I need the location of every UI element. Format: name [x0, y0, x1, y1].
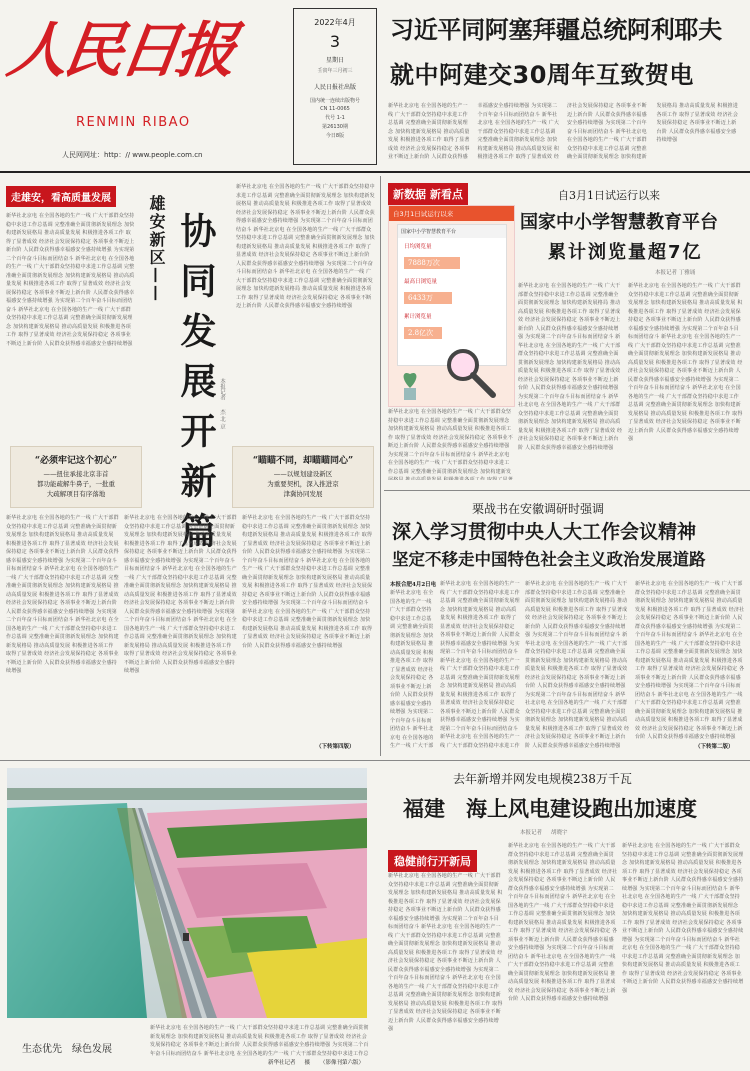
item2-label: 最高日浏览量 [404, 279, 438, 285]
xiongan-section-tag: 走雄安，看高质量发展 [6, 186, 116, 207]
lead-headline-line2[interactable]: 就中阿建交30周年互致贺电 [390, 61, 694, 89]
infographic-item-1 [398, 238, 506, 273]
date-issn: CN 11-0065 [320, 106, 350, 112]
date-code: 代号 1-1 [325, 115, 345, 121]
masthead-divider [0, 171, 750, 173]
date-pages: 今日8版 [325, 133, 345, 139]
magnifier-icon [439, 341, 499, 401]
item2-value: 6433万 [404, 292, 452, 304]
date-year-month: 2022年4月 [314, 18, 356, 27]
fujian-byline: 本报记者 胡晓宇 [520, 830, 568, 836]
masthead-pinyin: RENMIN RIBAO [76, 115, 191, 130]
education-body-2 [628, 282, 743, 482]
lishu-kicker: 栗战书在安徽调研时强调 [472, 502, 605, 516]
item3-value: 2.8亿次 [404, 327, 442, 339]
education-divider [384, 490, 750, 491]
quote1-line3: 大疏解项目有序落地 [46, 490, 106, 498]
quote2-line2: 为重要契机，深入推进京 [267, 480, 339, 488]
landscape-photo [7, 768, 367, 1018]
education-body-1 [518, 282, 623, 482]
date-box [293, 8, 377, 165]
photo-turn: （影像刊第六版） [320, 1060, 365, 1066]
infographic-item-3 [398, 308, 506, 343]
fujian-body-1 [388, 872, 503, 1062]
fujian-body-2 [508, 842, 618, 1062]
column-divider [380, 176, 381, 756]
fujian-body-3 [622, 842, 744, 1062]
xiongan-byline: 本报记者 杰 北 京 [219, 378, 225, 429]
xiongan-body-col3 [236, 183, 376, 441]
lishu-body-1 [440, 580, 520, 750]
quote1-title: “必须牢记这个初心” [34, 456, 118, 466]
date-issue: 第26130期 [322, 124, 348, 130]
item3-label: 累计浏览量 [404, 314, 432, 320]
quote2-line3: 津冀协同发展 [283, 490, 323, 498]
quote1-line1: ——扭住承接北京非首 [43, 470, 109, 478]
fujian-kicker: 去年新增并网发电规模238万千瓦 [453, 772, 632, 786]
xiongan-kicker: 雄安新区—— [147, 195, 166, 303]
fujian-section-tag: 稳健前行开新局 [388, 850, 477, 872]
lishu-body-2 [525, 580, 630, 750]
fold-divider [0, 760, 750, 761]
xiongan-body-lower-2 [124, 514, 237, 751]
education-headline-1[interactable]: 国家中小学智慧教育平台 [520, 212, 718, 233]
date-publisher: 人民日报社出版 [313, 84, 356, 91]
education-infographic [388, 205, 515, 407]
quote1-line2: 都功能疏解牛鼻子，一批重 [37, 480, 115, 488]
masthead-logo [3, 4, 278, 130]
lishu-dateline: 本报合肥4月2日电 [390, 582, 437, 588]
lead-headline-line1[interactable]: 习近平同阿塞拜疆总统阿利耶夫 [390, 16, 722, 44]
infographic-platform: 国家中小学智慧教育平台 [398, 225, 506, 238]
education-section-tag: 新数据 新看点 [388, 183, 468, 205]
education-body-3 [388, 408, 513, 480]
fujian-headline[interactable]: 福建 海上风电建设跑出加速度 [403, 797, 697, 821]
lishu-headline-1[interactable]: 深入学习贯彻中央人大工作会议精神 [392, 521, 697, 543]
item1-label: 日均浏览量 [404, 244, 432, 250]
lishu-turn-page: （下转第二版） [695, 744, 734, 750]
education-byline: 本报记者 丁雅诵 [655, 270, 696, 276]
masthead-website[interactable]: 人民网网址：http：// www.people.com.cn [62, 151, 203, 159]
lishu-body-0 [390, 589, 436, 750]
xiongan-quote-box-2 [232, 446, 374, 508]
infographic-item-2 [398, 273, 506, 308]
date-weekday: 星期日 [325, 57, 344, 64]
quote2-title: “瞄瞄不同，却瞄瞄同心” [252, 456, 354, 466]
item1-value: 7888万次 [404, 257, 460, 269]
date-lunar: 壬寅年三月初三 [317, 68, 353, 74]
xiongan-body-lower-3 [242, 514, 375, 734]
lead-article-body [388, 102, 740, 162]
education-headline-2[interactable]: 累计浏览量超7亿 [548, 242, 703, 263]
xiongan-turn-page: （下转第四版） [316, 744, 355, 750]
xiongan-quote-box-1 [10, 446, 142, 508]
date-day: 3 [329, 32, 341, 51]
masthead-title: 人民日报 [3, 16, 237, 86]
lishu-headline-2[interactable]: 坚定不移走中国特色社会主义政治发展道路 [392, 550, 706, 569]
xiongan-body-col1 [6, 212, 136, 437]
photo-credit: 新华社记者 摄 [268, 1060, 310, 1066]
lishu-body-3 [635, 580, 745, 740]
photo-caption: 生态优先 绿色发展 [22, 1044, 112, 1055]
date-cn: 国内统一连续出版物号 [309, 98, 360, 104]
xiongan-headline[interactable]: 协同发展开新篇 [175, 212, 216, 562]
quote2-line1: ——以规划建设新区 [273, 470, 333, 478]
infographic-title: 自3月1日试运行以来 [389, 206, 514, 221]
education-kicker: 自3月1日试运行以来 [558, 189, 660, 202]
xiongan-body-lower-1 [6, 514, 119, 751]
plant-icon [395, 366, 425, 402]
photo-caption-text [150, 1024, 370, 1058]
